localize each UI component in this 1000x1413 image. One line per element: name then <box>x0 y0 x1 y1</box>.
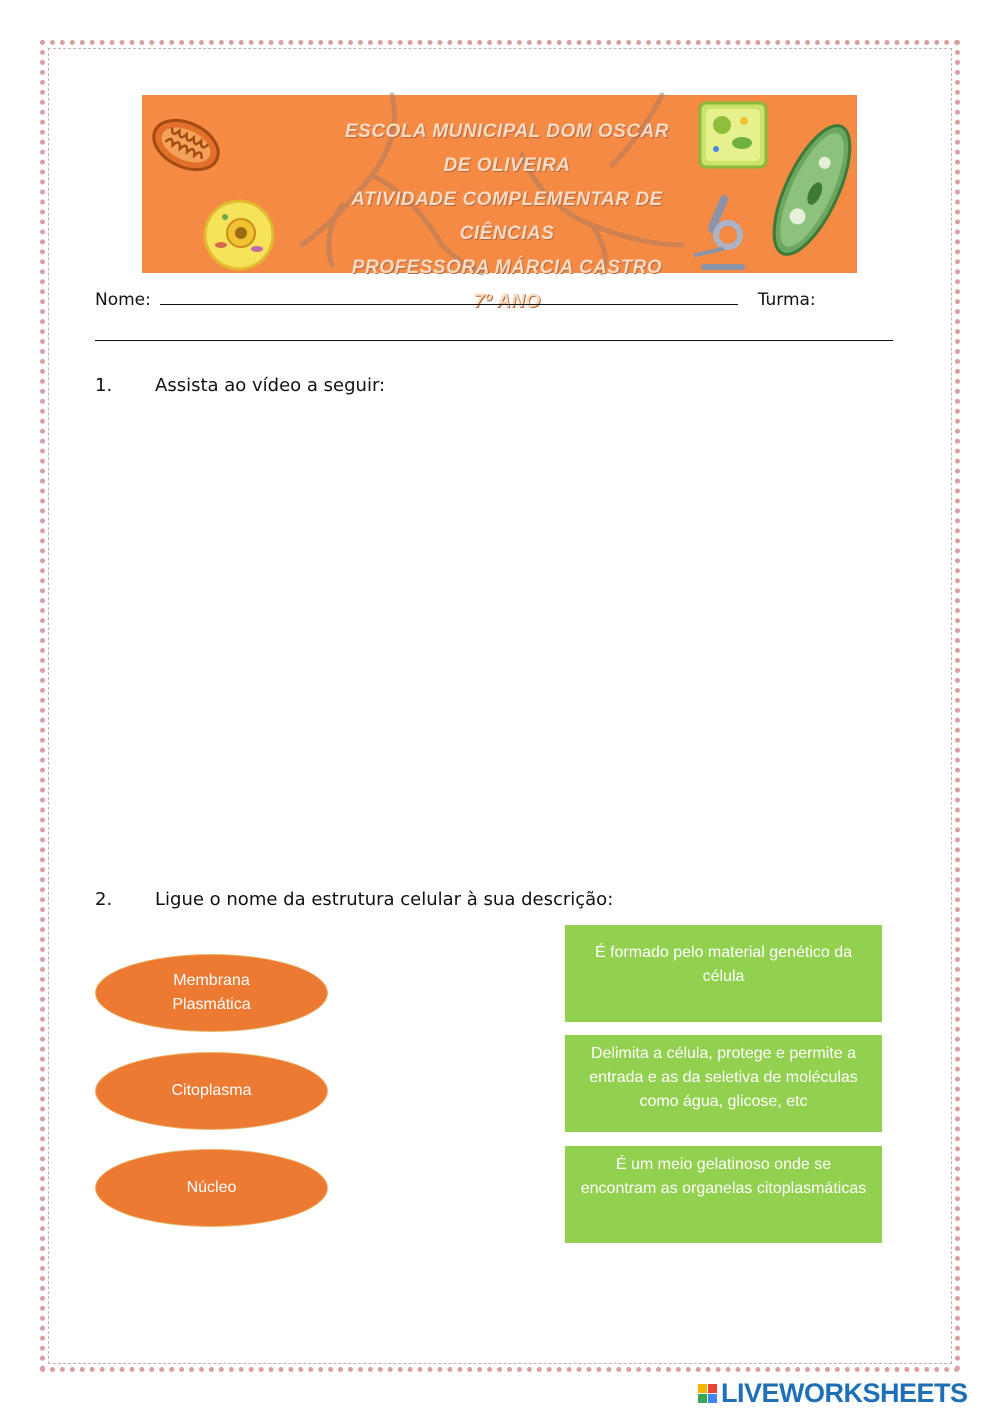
grade-label: 7º ANO <box>473 291 541 312</box>
name-label: Nome: <box>95 290 151 310</box>
description-nucleo[interactable]: É formado pelo material genético da célula <box>565 925 882 1022</box>
microscope-icon <box>696 199 742 267</box>
brand-text: LIVEWORKSHEETS <box>721 1377 968 1408</box>
name-input-line[interactable] <box>160 290 738 305</box>
structure-citoplasma[interactable]: Citoplasma <box>95 1052 328 1130</box>
question-number: 1. <box>95 375 113 396</box>
name-row <box>95 290 816 310</box>
teacher-name: PROFESSORA MÁRCIA CASTRO <box>351 257 663 278</box>
question-text: Ligue o nome da estrutura celular à sua descrição: <box>155 889 614 910</box>
liveworksheets-logo <box>698 1378 968 1408</box>
activity-title: ATIVIDADE COMPLEMENTAR DE CIÊNCIAS <box>351 189 663 244</box>
animal-cell-icon <box>205 201 273 269</box>
plant-cell-icon <box>700 103 766 167</box>
school-name: ESCOLA MUNICIPAL DOM OSCAR DE OLIVEIRA <box>344 121 670 176</box>
mitochondria-icon <box>146 111 226 180</box>
class-input-line[interactable] <box>95 340 893 341</box>
question-text: Assista ao vídeo a seguir: <box>155 375 386 396</box>
logo-mark-icon <box>698 1384 717 1403</box>
description-citoplasma[interactable]: É um meio gelatinoso onde se encontram as organelas citoplasmáticas <box>565 1146 882 1243</box>
question-number: 2. <box>95 889 113 910</box>
description-membrana[interactable]: Delimita a célula, protege e permite a entrada e as da seletiva de moléculas como água, glicose, etc <box>565 1035 882 1132</box>
banner-title-block <box>332 115 682 319</box>
class-label: Turma: <box>757 290 816 310</box>
structure-membrana-plasmatica[interactable]: Membrana Plasmática <box>95 954 328 1032</box>
paramecium-icon <box>759 116 865 265</box>
video-area[interactable] <box>95 410 895 860</box>
structure-nucleo[interactable]: Núcleo <box>95 1149 328 1227</box>
